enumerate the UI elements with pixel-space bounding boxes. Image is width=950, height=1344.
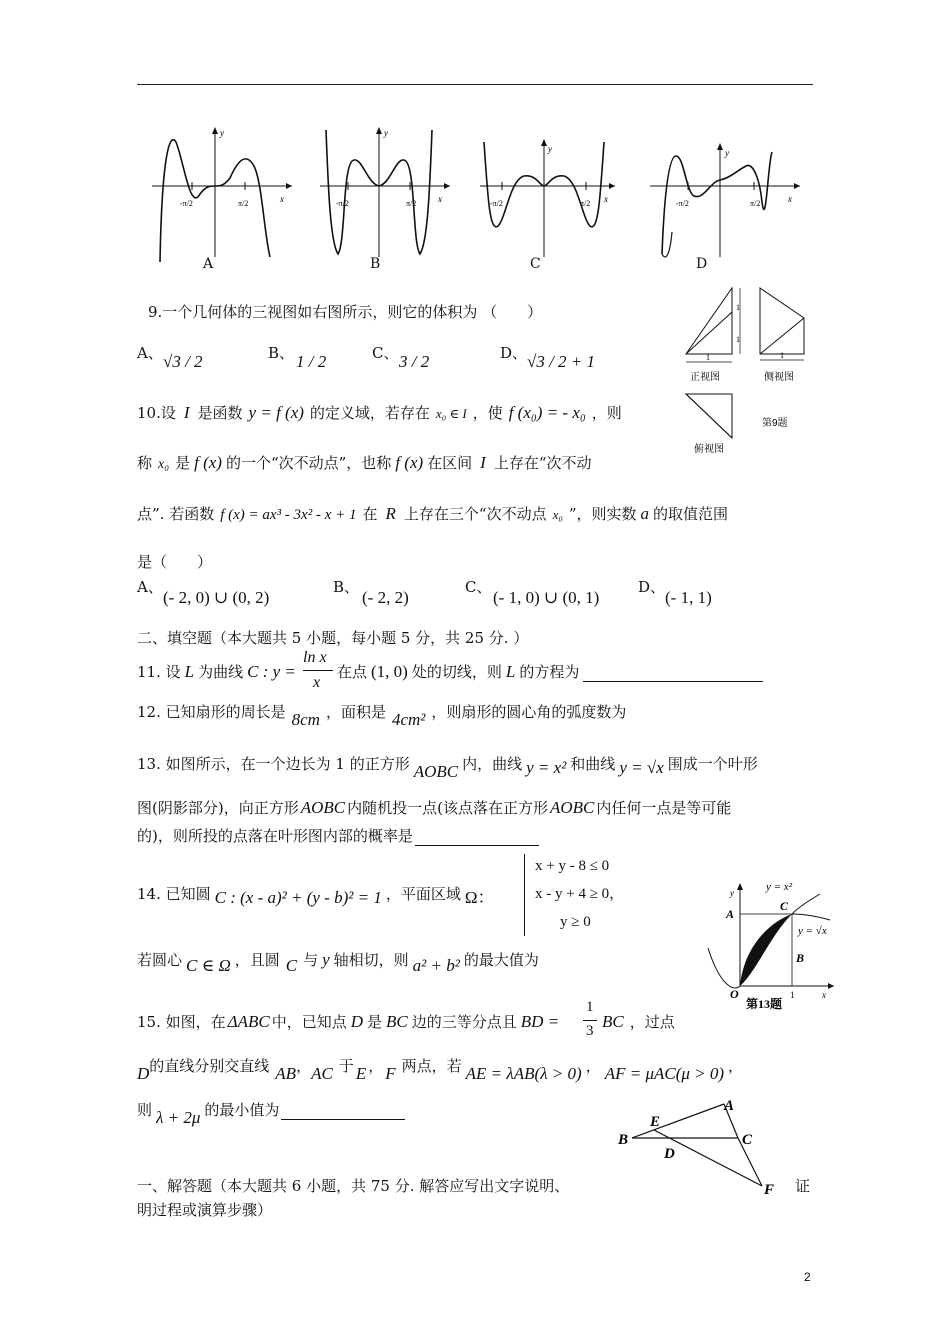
q15-frac-bar xyxy=(583,1020,597,1021)
q14-ineq-3: y ≥ 0 xyxy=(560,914,591,930)
q9-option-d: √3 / 2 + 1 xyxy=(527,352,596,371)
q10-option-a-label: A、 xyxy=(137,578,163,596)
q10-option-c: (- 1, 0) ∪ (0, 1) xyxy=(493,588,600,607)
fig13-axis-x: x xyxy=(822,990,826,1000)
fig15-label-d: D xyxy=(664,1146,675,1162)
q13-answer-blank[interactable] xyxy=(415,829,539,846)
q15-line2: D的直线分别交直线 AB，AC 于 E ， F 两点，若 AE = λAB(λ > 0) ， AF = μAC(μ > 0) ， xyxy=(137,1057,744,1083)
q15-line3: 则 λ + 2μ 的最小值为 xyxy=(137,1100,405,1120)
q15-frac-den: 3 xyxy=(586,1023,594,1039)
q15-answer-blank[interactable] xyxy=(281,1103,405,1120)
fig13-leaf-figure xyxy=(700,876,840,1012)
front-view-label: 正视图 xyxy=(690,372,720,383)
q14-ineq-1: x + y - 8 ≤ 0 xyxy=(535,858,610,874)
fig13-label-c: C xyxy=(780,899,789,913)
q9-option-b-label: B、 xyxy=(268,344,295,362)
fig13-label-o: O xyxy=(730,987,739,1001)
q9-option-c: 3 / 2 xyxy=(399,352,430,371)
fig13-label-a: A xyxy=(726,907,735,921)
q13-line2: 图(阴影部分)，向正方形 AOBC 内随机投一点(该点落在正方形 AOBC 内任何一点是等可能 xyxy=(137,798,732,817)
q10-line1: 10.设 I 是函数 y = f (x) 的定义域，若存在 x₀ ∈ I ，使 f (x₀) = - x₀ ，则 xyxy=(137,403,622,422)
fig15-label-e: E xyxy=(650,1114,661,1130)
top-view-label: 俯视图 xyxy=(694,444,724,455)
q14-brace xyxy=(524,854,531,936)
q9-option-a-label: A、 xyxy=(137,344,163,362)
q14-line1: 14. 已知圆 C : (x - a)² + (y - b)² = 1 ，平面区域 Ω： xyxy=(137,885,495,907)
fig13-curve2: y = √x xyxy=(798,925,827,937)
q10-line2: 称 x₀ 是 f (x) 的一个“次不动点”，也称 f (x) 在区间 I 上存在“次不动 xyxy=(137,453,592,472)
fig15-triangle-figure xyxy=(612,1092,792,1202)
q14-line2: 若圆心 C ∈ Ω ，且圆 C 与 y 轴相切，则 a² + b² 的最大值为 xyxy=(137,950,539,975)
graph-c-tick-neg: -π/2 xyxy=(490,199,503,208)
graph-c xyxy=(480,139,615,257)
svg-text:1: 1 xyxy=(736,335,740,344)
q11-answer-blank[interactable] xyxy=(583,665,763,682)
q11-frac-den: x xyxy=(313,674,321,691)
graph-label-b: B xyxy=(370,256,381,272)
section2-heading: 二、填空题（本大题共 5 小题，每小题 5 分，共 25 分. ） xyxy=(137,629,529,647)
q10-option-b-label: B、 xyxy=(333,578,360,596)
svg-text:1: 1 xyxy=(706,353,710,362)
graph-label-c: C xyxy=(530,256,541,272)
graph-label-d: D xyxy=(696,256,708,272)
q9-option-c-label: C、 xyxy=(372,344,399,362)
graph-b-tick-pos: π/2 xyxy=(406,199,417,208)
page-number: 2 xyxy=(804,1270,811,1284)
graph-b-tick-neg: -π/2 xyxy=(336,199,349,208)
q12: 12. 已知扇形的周长是 8cm ，面积是 4cm² ，则扇形的圆心角的弧度数为 xyxy=(137,703,627,729)
graph-label-a: A xyxy=(203,256,214,272)
graph-c-axis-y: y xyxy=(548,144,552,154)
section3-heading-line2: 明过程或演算步骤） xyxy=(137,1201,273,1219)
graph-b-axis-y: y xyxy=(384,128,388,138)
q9-figure-caption: 第9题 xyxy=(762,418,788,429)
svg-text:1: 1 xyxy=(736,303,740,312)
fig13-label-b: B xyxy=(796,951,805,965)
fig13-tick-one: 1 xyxy=(790,990,795,1000)
q13-line3: 的)，则所投的点落在叶形图内部的概率是 xyxy=(137,826,539,846)
q10-option-b: (- 2, 2) xyxy=(362,588,409,607)
graph-a-axis-y: y xyxy=(220,128,224,138)
header-rule xyxy=(137,84,813,85)
fig15-label-c: C xyxy=(742,1132,753,1148)
top-view xyxy=(686,394,732,438)
q11: 11. 设 L 为曲线 C : y = xyxy=(137,662,296,681)
graph-d-axis-x: x xyxy=(788,194,792,204)
q9-option-d-label: D、 xyxy=(500,344,528,362)
q10-option-a: (- 2, 0) ∪ (0, 2) xyxy=(163,588,270,607)
q9-option-b: 1 / 2 xyxy=(296,352,327,371)
fig15-label-f: F xyxy=(764,1182,775,1198)
graph-b-axis-x: x xyxy=(438,194,442,204)
q9-three-view-figure xyxy=(680,282,820,458)
q10-option-d-label: D、 xyxy=(638,578,666,596)
q15-line1-rest: BC ，过点 xyxy=(602,1012,675,1031)
q9-stem: 9.一个几何体的三视图如右图所示，则它的体积为 （ ） xyxy=(148,303,543,321)
q14-ineq-2: x - y + 4 ≥ 0， xyxy=(535,886,625,902)
graph-c-axis-x: x xyxy=(604,194,608,204)
q11-frac-num: ln x xyxy=(303,649,327,666)
q10-option-d: (- 1, 1) xyxy=(665,588,712,607)
q10-line4: 是（ ） xyxy=(137,553,213,571)
graph-d xyxy=(650,143,800,257)
side-view xyxy=(760,288,804,360)
q10-line3: 点”. 若函数 f (x) = ax³ - 3x² - x + 1 在 R 上存在三个“次不动点 x₀ ”，则实数 a 的取值范围 xyxy=(137,504,729,523)
q15-frac-num: 1 xyxy=(586,999,594,1015)
section3-heading-tail: 证 xyxy=(795,1177,811,1195)
fig13-caption: 第13题 xyxy=(746,997,783,1011)
q11-rest: 在点 (1, 0) 处的切线，则 L 的方程为 xyxy=(337,662,763,682)
q10-option-c-label: C、 xyxy=(465,578,492,596)
q11-frac-bar xyxy=(303,670,333,671)
graph-a xyxy=(152,127,292,262)
q13-line1: 13. 如图所示，在一个边长为 1 的正方形 AOBC 内，曲线 y = x² 和曲线 y = √x 围成一个叶形 xyxy=(137,755,758,781)
fig13-curve1: y = x² xyxy=(766,881,792,893)
q15-line1: 15. 如图，在 ΔABC 中，已知点 D 是 BC 边的三等分点且 BD = xyxy=(137,1012,560,1031)
graph-c-tick-pos: π/2 xyxy=(580,199,591,208)
graph-a-axis-x: x xyxy=(280,194,284,204)
graph-d-tick-neg: -π/2 xyxy=(676,199,689,208)
fig15-label-b: B xyxy=(618,1132,629,1148)
graph-a-tick-pos: π/2 xyxy=(238,199,249,208)
front-view xyxy=(686,288,740,362)
svg-text:1: 1 xyxy=(780,351,784,360)
fig13-axis-y: y xyxy=(730,888,734,898)
graph-options xyxy=(140,122,810,272)
graph-a-tick-neg: -π/2 xyxy=(180,199,193,208)
graph-d-axis-y: y xyxy=(725,148,729,158)
q9-option-a: √3 / 2 xyxy=(163,352,203,371)
graph-b xyxy=(320,127,450,257)
fig15-label-a: A xyxy=(724,1098,735,1114)
section3-heading-line1: 一、解答题（本大题共 6 小题，共 75 分. 解答应写出文字说明、 xyxy=(137,1177,570,1195)
graph-d-tick-pos: π/2 xyxy=(750,199,761,208)
side-view-label: 侧视图 xyxy=(764,372,794,383)
